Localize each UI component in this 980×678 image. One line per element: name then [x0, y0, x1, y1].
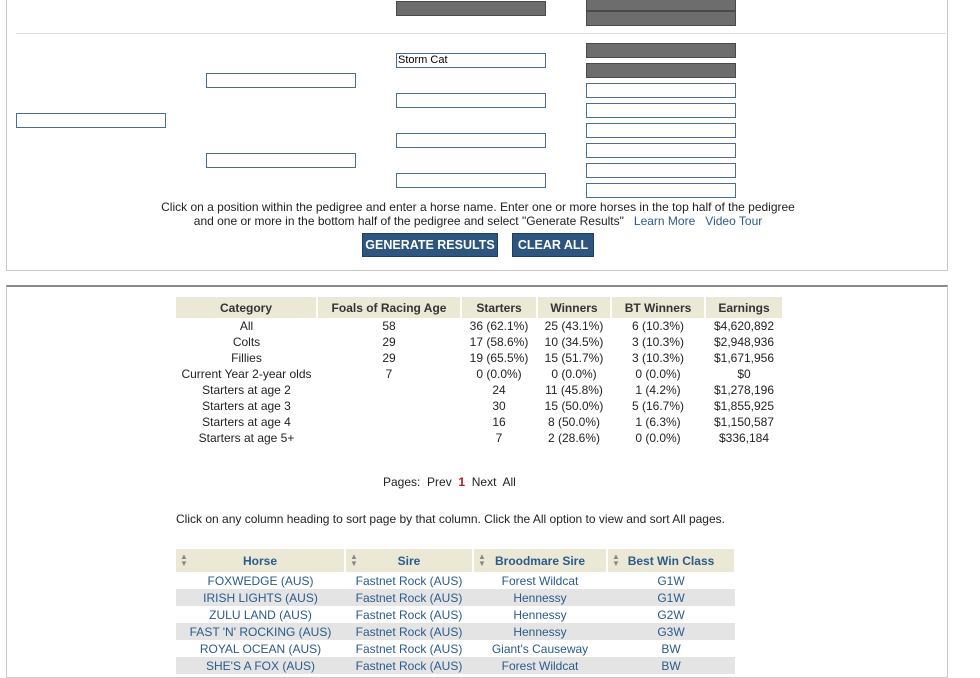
stats-cell: 0 (0.0%) [635, 367, 681, 381]
pedigree-divider [16, 33, 946, 34]
pagination-next[interactable]: Next [471, 475, 497, 489]
stats-cell: 0 (0.0%) [635, 431, 681, 445]
stats-table [176, 297, 784, 446]
instructions-line-2-text: and one or more in the bottom half of the pedigree and select "Generate Results" [193, 214, 624, 228]
stats-cell: 1 (6.3%) [635, 415, 681, 429]
video-tour-link[interactable]: Video Tour [705, 214, 763, 228]
horses-header-row [176, 549, 735, 572]
stats-cell: 3 (10.3%) [631, 351, 685, 365]
horse-name-link[interactable]: ROYAL OCEAN (AUS) [199, 641, 322, 656]
instructions-line-2 [150, 214, 806, 228]
stats-row [176, 366, 783, 382]
stats-cell: 25 (43.1%) [544, 319, 604, 333]
pedigree-slot-sire-dam[interactable] [396, 1, 546, 16]
stats-cell: Starters at age 4 [202, 415, 291, 429]
stats-row [176, 334, 783, 350]
stats-header-earnings: Earnings [705, 297, 783, 318]
clear-all-button[interactable]: CLEAR ALL [512, 233, 594, 257]
horses-header-sire-label: Sire [397, 553, 421, 568]
stats-cell: 5 (16.7%) [631, 399, 685, 413]
stats-cell: Starters at age 2 [202, 383, 291, 397]
pagination-current: 1 [458, 475, 466, 489]
win-class-link[interactable]: G2W [657, 607, 685, 622]
stats-cell [317, 398, 461, 414]
sire-link[interactable]: Fastnet Rock (AUS) [345, 657, 473, 674]
stats-cell: 10 (34.5%) [544, 335, 604, 349]
stats-header-foals: Foals of Racing Age [317, 297, 461, 318]
stats-cell: 58 [382, 319, 396, 333]
stats-cell: Fillies [231, 351, 262, 365]
stats-cell: 29 [382, 351, 396, 365]
stats-cell: 30 [492, 399, 506, 413]
stats-cell: Starters at age 5+ [198, 431, 295, 445]
pedigree-slot-g3-5[interactable] [586, 123, 736, 138]
stats-cell: $0 [737, 367, 751, 381]
sire-link[interactable]: Fastnet Rock (AUS) [345, 589, 473, 606]
stats-cell: 36 (62.1%) [469, 319, 529, 333]
win-class-link[interactable]: G3W [607, 623, 735, 640]
broodmare-sire-link[interactable]: Giant's Causeway [491, 641, 589, 656]
stats-row [176, 350, 783, 366]
pedigree-slot-dam[interactable] [16, 113, 166, 128]
stats-cell: $1,278,196 [713, 383, 775, 397]
sire-link[interactable]: Fastnet Rock (AUS) [355, 607, 463, 622]
sort-icon: ▲ ▼ [478, 552, 486, 568]
pedigree-slot-g2-3[interactable] [396, 133, 546, 148]
horse-name-link[interactable]: FOXWEDGE (AUS) [207, 573, 314, 588]
stats-cell: $1,671,956 [713, 351, 775, 365]
pedigree-slot-g2-2[interactable] [396, 93, 546, 108]
stats-row [176, 430, 783, 446]
stats-cell: 7 [385, 367, 393, 381]
pedigree-slot-top-2[interactable] [586, 11, 736, 26]
pedigree-slot-g1-dam[interactable] [206, 73, 356, 88]
pedigree-slot-storm-cat[interactable]: Storm Cat [396, 53, 546, 68]
sort-icon: ▲ ▼ [180, 552, 188, 568]
stats-cell: $1,855,925 [713, 399, 775, 413]
horse-name-link[interactable]: FAST 'N' ROCKING (AUS) [176, 623, 345, 640]
stats-cell: 1 (4.2%) [635, 383, 681, 397]
pagination [383, 475, 516, 489]
horse-name-link[interactable]: IRISH LIGHTS (AUS) [176, 589, 345, 606]
horse-row [176, 640, 735, 657]
pedigree-slot-g1-damdam[interactable] [206, 153, 356, 168]
win-class-link[interactable]: G1W [607, 589, 735, 606]
horse-name-link[interactable]: ZULU LAND (AUS) [209, 607, 312, 622]
win-class-link[interactable]: BW [607, 657, 735, 674]
broodmare-sire-link[interactable]: Hennessy [473, 623, 607, 640]
stats-row [176, 318, 783, 334]
stats-cell: 11 (45.8%) [545, 383, 603, 397]
horses-header-broodmare-sire-label: Broodmare Sire [494, 553, 586, 568]
stats-cell: $2,948,936 [713, 335, 775, 349]
stats-cell: 2 (28.6%) [547, 431, 601, 445]
stats-header-winners: Winners [537, 297, 611, 318]
sort-note: Click on any column heading to sort page by that column. Click the All option to view and sort All pages. [176, 512, 725, 526]
horses-header-sire[interactable] [345, 549, 473, 572]
stats-cell: Starters at age 3 [202, 399, 291, 413]
stats-cell: Colts [232, 335, 261, 349]
stats-cell: 8 (50.0%) [547, 415, 601, 429]
sort-icon: ▲ ▼ [612, 552, 620, 568]
horses-header-best-win-class[interactable] [607, 549, 735, 572]
horses-table [176, 549, 736, 674]
stats-cell: 19 (65.5%) [469, 351, 529, 365]
broodmare-sire-link[interactable]: Hennessy [473, 589, 607, 606]
stats-header-bt-winners: BT Winners [611, 297, 705, 318]
horse-row [176, 589, 735, 606]
horse-row [176, 657, 735, 674]
stats-row [176, 414, 783, 430]
stats-cell: Current Year 2-year olds [181, 367, 312, 381]
learn-more-link[interactable]: Learn More [633, 214, 696, 228]
pedigree-slot-g2-4[interactable] [396, 173, 546, 188]
stats-header-row [176, 297, 783, 318]
stats-cell: 15 (50.0%) [544, 399, 604, 413]
stats-cell: $1,150,587 [713, 415, 775, 429]
stats-header-category: Category [176, 297, 317, 318]
generate-results-button[interactable]: GENERATE RESULTS [362, 233, 498, 257]
pagination-label: Pages: [383, 475, 421, 489]
stats-header-starters: Starters [461, 297, 537, 318]
pedigree-slot-top-1[interactable] [586, 0, 736, 11]
sort-icon: ▲ ▼ [350, 552, 358, 568]
win-class-link[interactable]: BW [661, 641, 681, 656]
stats-cell: 16 [492, 415, 506, 429]
stats-cell: All [239, 319, 254, 333]
horse-row [176, 623, 735, 640]
stats-cell: 6 (10.3%) [631, 319, 685, 333]
stats-cell: 3 (10.3%) [631, 335, 685, 349]
sire-link[interactable]: Fastnet Rock (AUS) [345, 623, 473, 640]
pedigree-slot-g3-1[interactable] [586, 43, 736, 58]
stats-row [176, 398, 783, 414]
stats-cell [317, 382, 461, 398]
horse-row [176, 606, 735, 623]
stats-cell [317, 430, 461, 446]
stats-cell: $4,620,892 [713, 319, 775, 333]
stats-cell: 7 [495, 431, 503, 445]
stats-cell: 24 [492, 383, 506, 397]
instructions-line-1: Click on a position within the pedigree and enter a horse name. Enter one or more horses in the top half of the pedigree [161, 200, 795, 214]
stats-cell: 15 (51.7%) [544, 351, 604, 365]
horses-header-horse[interactable] [176, 549, 345, 572]
broodmare-sire-link[interactable]: Hennessy [513, 607, 567, 622]
broodmare-sire-link[interactable]: Forest Wildcat [473, 657, 607, 674]
horse-name-link[interactable]: SHE'S A FOX (AUS) [176, 657, 345, 674]
horses-header-best-win-class-label: Best Win Class [627, 553, 715, 568]
stats-cell: $336,184 [718, 431, 770, 445]
horses-header-horse-label: Horse [242, 553, 277, 568]
stats-row [176, 382, 783, 398]
pedigree-slot-g3-4[interactable] [586, 103, 736, 118]
sire-link[interactable]: Fastnet Rock (AUS) [355, 573, 463, 588]
broodmare-sire-link[interactable]: Forest Wildcat [501, 573, 579, 588]
horse-row [176, 572, 735, 589]
pedigree-slot-g3-7[interactable] [586, 163, 736, 178]
pedigree-slot-g3-8[interactable] [586, 183, 736, 198]
pagination-all[interactable]: All [502, 475, 516, 489]
sire-link[interactable]: Fastnet Rock (AUS) [355, 641, 463, 656]
stats-cell: 17 (58.6%) [469, 335, 529, 349]
pedigree-slot-g3-6[interactable] [586, 143, 736, 158]
pedigree-slot-g3-2[interactable] [586, 63, 736, 78]
pedigree-slot-g3-3[interactable] [586, 83, 736, 98]
stats-cell [317, 414, 461, 430]
pagination-prev[interactable]: Prev [427, 475, 452, 489]
horses-header-broodmare-sire[interactable] [473, 549, 607, 572]
stats-cell: 0 (0.0%) [551, 367, 597, 381]
stats-cell: 29 [382, 335, 396, 349]
instructions [150, 200, 806, 228]
win-class-link[interactable]: G1W [657, 573, 685, 588]
stats-cell: 0 (0.0%) [476, 367, 522, 381]
